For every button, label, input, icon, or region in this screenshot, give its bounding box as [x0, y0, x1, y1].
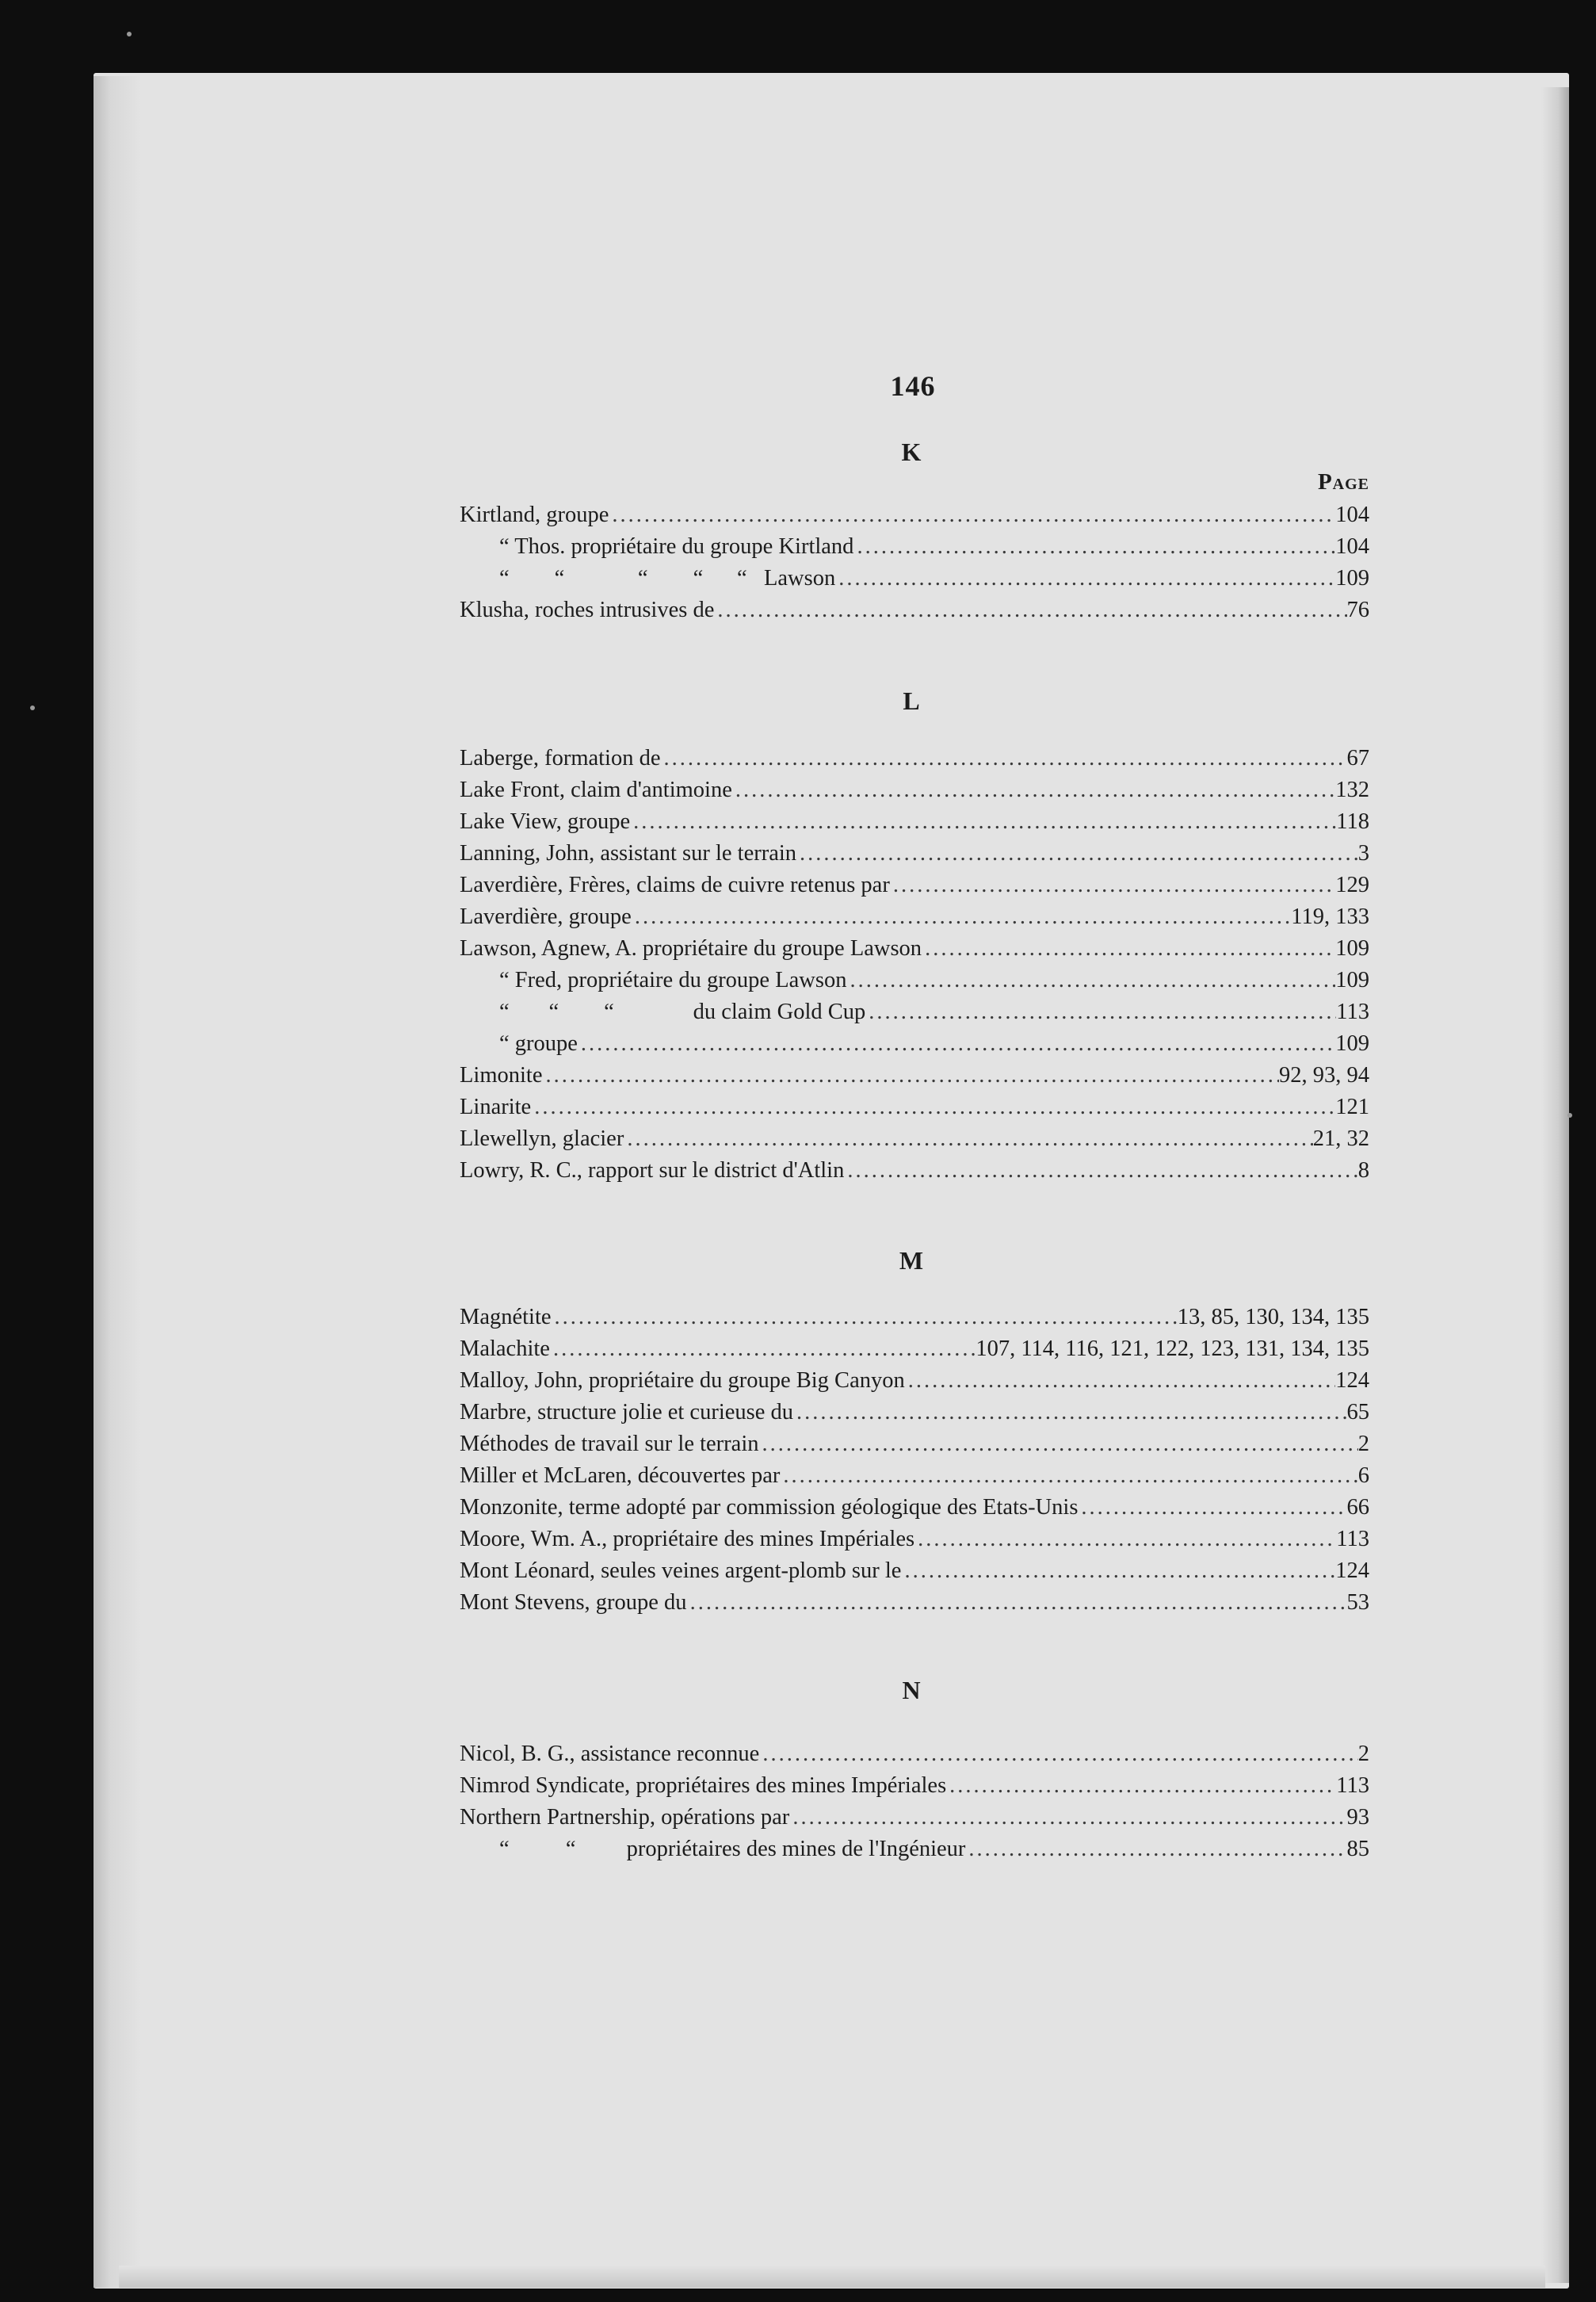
entry-page: 124 — [1335, 1368, 1369, 1393]
entry-page: 119, 133 — [1291, 904, 1369, 929]
index-entry — [460, 870, 1369, 901]
entry-page: 113 — [1336, 1000, 1369, 1024]
leader-dots — [531, 1092, 1335, 1123]
scan-speck — [1567, 1113, 1572, 1118]
entry-text: Lake View, groupe — [460, 809, 631, 834]
entry-text: “ “ “ “ “ Lawson — [499, 566, 836, 591]
index-entry — [460, 595, 1369, 626]
index-entry — [460, 1365, 1369, 1397]
entry-page: 21, 32 — [1312, 1126, 1369, 1151]
index-entry — [460, 1460, 1369, 1492]
entry-page: 66 — [1346, 1495, 1369, 1520]
index-entry — [460, 1428, 1369, 1460]
index-entry — [460, 806, 1369, 838]
leader-dots — [890, 870, 1335, 901]
entry-page: 109 — [1335, 566, 1369, 591]
entry-text: Lowry, R. C., rapport sur le district d'Atlin — [460, 1158, 845, 1183]
leader-dots — [965, 1834, 1346, 1865]
entry-text: Malloy, John, propriétaire du groupe Big Canyon — [460, 1368, 905, 1393]
index-entry — [460, 743, 1369, 774]
index-entry — [460, 563, 1369, 595]
index-section-l — [460, 743, 1369, 1187]
entry-page: 8 — [1357, 1158, 1369, 1183]
index-entry — [460, 1587, 1369, 1619]
entry-text: Moore, Wm. A., propriétaire des mines Impériales — [460, 1527, 915, 1551]
index-entry — [460, 996, 1369, 1028]
leader-dots — [789, 1802, 1346, 1834]
index-entry — [460, 933, 1369, 965]
index-entry — [460, 901, 1369, 933]
entry-text: Malachite — [460, 1336, 550, 1361]
section-letter-n: N — [902, 1676, 921, 1704]
leader-dots — [624, 1123, 1312, 1155]
index-entry — [460, 531, 1369, 563]
index-entry — [460, 838, 1369, 870]
index-entry — [460, 499, 1369, 531]
entry-page: 109 — [1335, 936, 1369, 961]
entry-text: “ Fred, propriétaire du groupe Lawson — [499, 968, 847, 992]
entry-page: 65 — [1346, 1400, 1369, 1424]
entry-page: 118 — [1336, 809, 1369, 834]
index-entry — [460, 1738, 1369, 1770]
index-entry — [460, 965, 1369, 996]
page-bottom-shadow — [119, 2266, 1545, 2288]
entry-page: 113 — [1336, 1527, 1369, 1551]
leader-dots — [796, 838, 1358, 870]
leader-dots — [759, 1428, 1358, 1460]
index-entry — [460, 1397, 1369, 1428]
index-entry — [460, 774, 1369, 806]
entry-text: Laverdière, groupe — [460, 904, 632, 929]
entry-page: 76 — [1346, 598, 1369, 622]
index-section-m — [460, 1302, 1369, 1619]
index-entry — [460, 1060, 1369, 1092]
entry-text: Marbre, structure jolie et curieuse du — [460, 1400, 794, 1424]
entry-page: 3 — [1357, 841, 1369, 866]
entry-page: 107, 114, 116, 121, 122, 123, 131, 134, 135 — [976, 1336, 1369, 1361]
entry-text: Mont Léonard, seules veines argent-plomb sur le — [460, 1558, 902, 1583]
leader-dots — [780, 1460, 1357, 1492]
entry-page: 109 — [1335, 1031, 1369, 1056]
index-entry — [460, 1524, 1369, 1555]
leader-dots — [853, 531, 1335, 563]
entry-page: 6 — [1357, 1463, 1369, 1488]
entry-text: Lawson, Agnew, A. propriétaire du groupe Lawson — [460, 936, 922, 961]
entry-page: 132 — [1335, 778, 1369, 802]
leader-dots — [661, 743, 1347, 774]
index-entry — [460, 1834, 1369, 1865]
entry-text: Laberge, formation de — [460, 746, 661, 771]
leader-dots — [905, 1365, 1336, 1397]
entry-text: Kirtland, groupe — [460, 503, 609, 527]
leader-dots — [759, 1738, 1357, 1770]
entry-text: Lake Front, claim d'antimoine — [460, 778, 732, 802]
entry-text: “ “ propriétaires des mines de l'Ingénieur — [499, 1837, 966, 1861]
entry-page: 104 — [1335, 534, 1369, 559]
entry-page: 53 — [1346, 1590, 1369, 1615]
index-entry — [460, 1092, 1369, 1123]
leader-dots — [578, 1028, 1335, 1060]
entry-page: 13, 85, 130, 134, 135 — [1177, 1305, 1369, 1329]
leader-dots — [946, 1770, 1336, 1802]
leader-dots — [922, 933, 1335, 965]
entry-text: Mont Stevens, groupe du — [460, 1590, 687, 1615]
index-entry — [460, 1123, 1369, 1155]
entry-text: Linarite — [460, 1095, 532, 1119]
entry-text: Laverdière, Frères, claims de cuivre retenus par — [460, 873, 890, 897]
entry-page: 129 — [1335, 873, 1369, 897]
leader-dots — [732, 774, 1335, 806]
entry-text: Méthodes de travail sur le terrain — [460, 1432, 759, 1456]
index-entry — [460, 1770, 1369, 1802]
leader-dots — [844, 1155, 1357, 1187]
leader-dots — [901, 1555, 1335, 1587]
page-edge-shadow — [1541, 87, 1569, 2283]
entry-page: 2 — [1357, 1432, 1369, 1456]
entry-page: 67 — [1346, 746, 1369, 771]
entry-text: “ Thos. propriétaire du groupe Kirtland — [499, 534, 854, 559]
section-letter-m: M — [899, 1246, 924, 1275]
entry-text: “ “ “ du claim Gold Cup — [499, 1000, 866, 1024]
leader-dots — [835, 563, 1335, 595]
section-letter-l: L — [903, 686, 920, 715]
entry-page: 92, 93, 94 — [1279, 1063, 1369, 1088]
index-section-n — [460, 1738, 1369, 1865]
leader-dots — [550, 1333, 976, 1365]
index-entry — [460, 1492, 1369, 1524]
leader-dots — [914, 1524, 1336, 1555]
index-entry — [460, 1028, 1369, 1060]
entry-text: Nicol, B. G., assistance reconnue — [460, 1742, 760, 1766]
entry-text: Magnétite — [460, 1305, 552, 1329]
entry-text: Lanning, John, assistant sur le terrain — [460, 841, 797, 866]
entry-text: Nimrod Syndicate, propriétaires des mines Impériales — [460, 1773, 947, 1798]
entry-text: Limonite — [460, 1063, 543, 1088]
leader-dots — [714, 595, 1346, 626]
leader-dots — [630, 806, 1336, 838]
page-number: 146 — [890, 370, 936, 402]
index-entry — [460, 1302, 1369, 1333]
leader-dots — [542, 1060, 1279, 1092]
entry-text: Miller et McLaren, découvertes par — [460, 1463, 781, 1488]
scan-speck — [30, 706, 35, 710]
entry-text: Monzonite, terme adopté par commission géologique des Etats-Unis — [460, 1495, 1079, 1520]
leader-dots — [552, 1302, 1178, 1333]
index-entry — [460, 1333, 1369, 1365]
entry-page: 104 — [1335, 503, 1369, 527]
entry-page: 2 — [1357, 1742, 1369, 1766]
entry-page: 85 — [1346, 1837, 1369, 1861]
leader-dots — [1078, 1492, 1346, 1524]
entry-page: 113 — [1336, 1773, 1369, 1798]
leader-dots — [687, 1587, 1347, 1619]
index-entry — [460, 1802, 1369, 1834]
entry-text: Northern Partnership, opérations par — [460, 1805, 790, 1830]
index-section-k — [460, 499, 1369, 626]
section-letter-k: K — [901, 438, 922, 466]
page-column-header: Page — [1317, 469, 1369, 495]
leader-dots — [846, 965, 1335, 996]
entry-page: 93 — [1346, 1805, 1369, 1830]
entry-page: 121 — [1335, 1095, 1369, 1119]
scan-speck — [127, 32, 132, 36]
entry-page: 124 — [1335, 1558, 1369, 1583]
leader-dots — [632, 901, 1291, 933]
entry-page: 109 — [1335, 968, 1369, 992]
entry-text: Llewellyn, glacier — [460, 1126, 624, 1151]
page-gutter-shadow — [94, 76, 141, 2288]
index-entry — [460, 1555, 1369, 1587]
entry-text: “ groupe — [499, 1031, 578, 1056]
entry-text: Klusha, roches intrusives de — [460, 598, 715, 622]
leader-dots — [865, 996, 1336, 1028]
index-entry — [460, 1155, 1369, 1187]
leader-dots — [609, 499, 1335, 531]
leader-dots — [793, 1397, 1346, 1428]
